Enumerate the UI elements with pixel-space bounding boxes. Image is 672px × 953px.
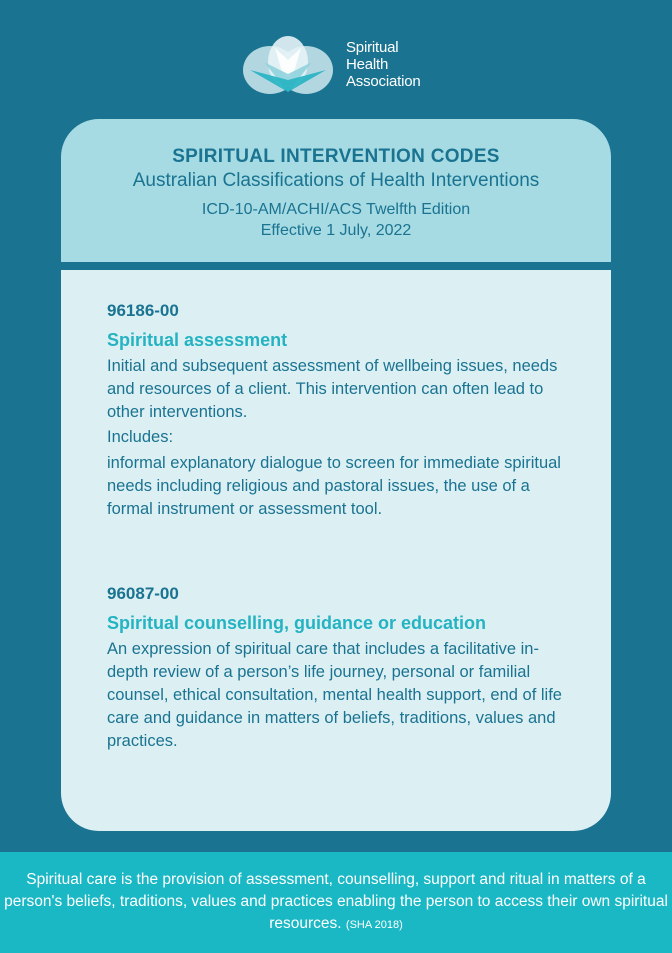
edition-line: ICD-10-AM/ACHI/ACS Twelfth Edition [201, 201, 471, 218]
footer-banner [0, 852, 672, 953]
intervention-code: 96087-00 [107, 584, 179, 603]
logo [242, 34, 452, 98]
logo-line: Spiritual [346, 39, 399, 56]
footer-statement: Spiritual care is the provision of assessment, counselling, support and ritual in matters of a person's beliefs, traditions, values and practices enabling the person to access their own spiritual resources. [4, 871, 668, 932]
lotus-logo-icon [242, 34, 334, 98]
intervention-code: 96186-00 [107, 301, 179, 320]
page-subtitle: Australian Classifications of Health Interventions [132, 170, 540, 191]
includes-text: informal explanatory dialogue to screen for immediate spiritual needs including religious and pastoral issues, the use of a formal instrument or assessment tool. [107, 454, 561, 518]
intervention-item [107, 301, 577, 521]
card-header [61, 119, 611, 262]
logo-line: Association [346, 73, 421, 90]
intervention-description: An expression of spiritual care that includes a facilitative in-depth review of a person’s life journey, personal or familial counsel, ethical consultation, mental health support, end of life care and guidance in matters of beliefs, traditions, values and practices. [107, 640, 562, 750]
footer-citation: (SHA 2018) [345, 919, 403, 931]
footer-text-block [0, 869, 672, 936]
intervention-title: Spiritual assessment [107, 330, 288, 350]
intervention-item [107, 584, 577, 753]
page-title: SPIRITUAL INTERVENTION CODES [172, 146, 500, 167]
effective-date: Effective 1 July, 2022 [260, 222, 412, 239]
includes-label: Includes: [107, 428, 174, 446]
card-body [61, 270, 611, 831]
intervention-description: Initial and subsequent assessment of wellbeing issues, needs and resources of a client. This intervention can often lead to other interventions. [107, 357, 558, 421]
logo-line: Health [346, 56, 389, 73]
logo-wordmark [346, 39, 421, 90]
intervention-title: Spiritual counselling, guidance or education [107, 613, 487, 633]
